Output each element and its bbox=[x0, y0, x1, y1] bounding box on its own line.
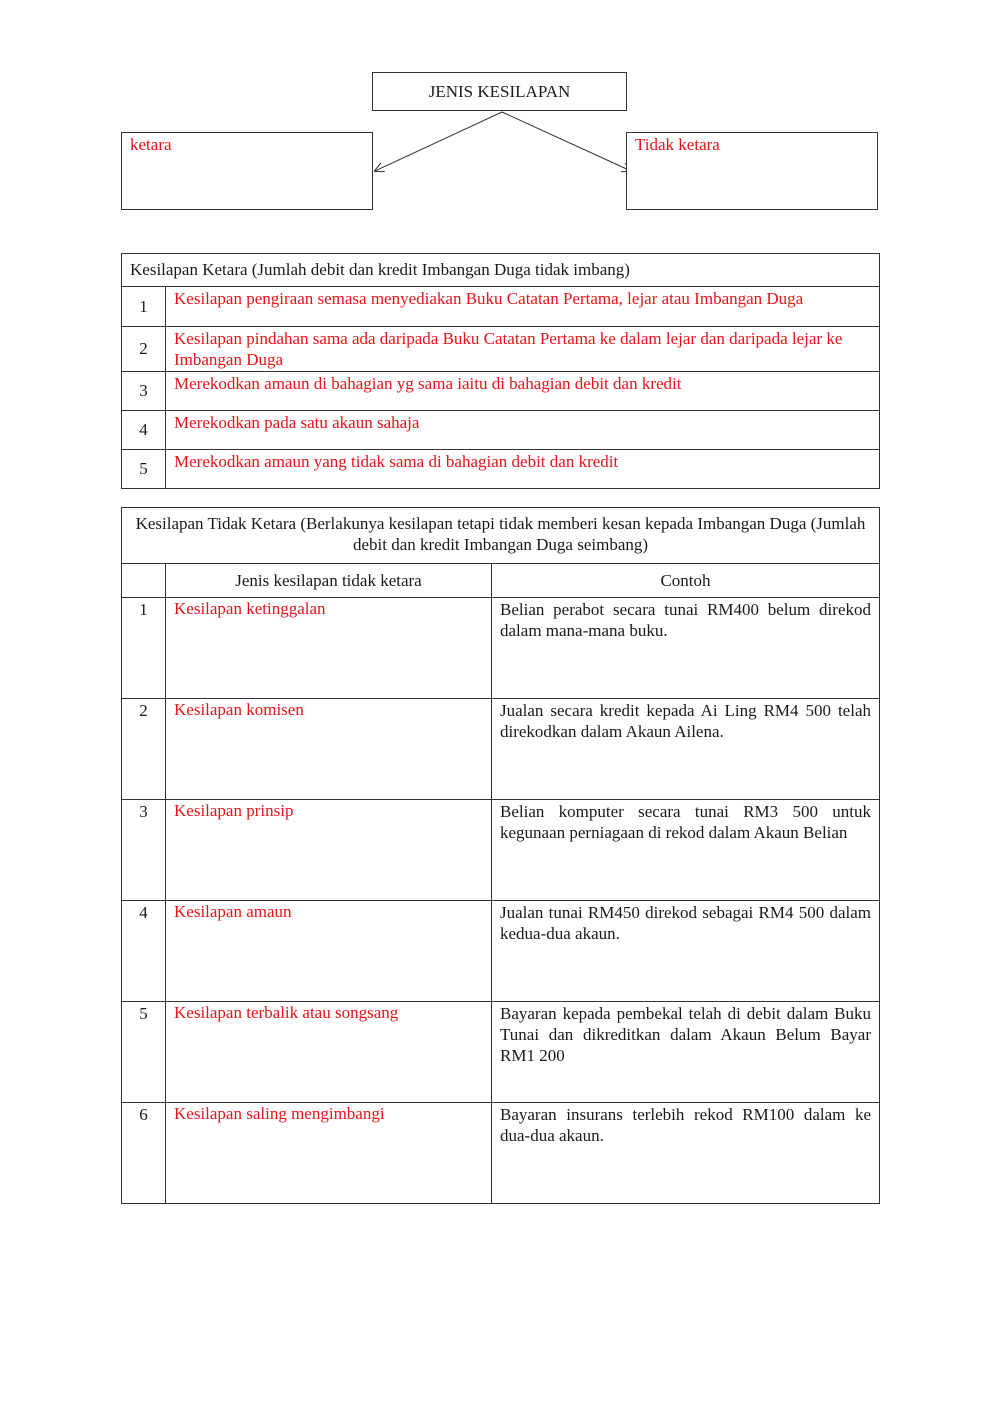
ketara-answer: Merekodkan amaun di bahagian yg sama iaitu di bahagian debit dan kredit bbox=[166, 372, 880, 411]
row-number: 1 bbox=[122, 598, 166, 699]
row-number: 3 bbox=[122, 800, 166, 901]
contoh-text: Bayaran insurans terlebih rekod RM100 dalam ke dua-dua akaun. bbox=[492, 1103, 880, 1204]
arrow-to-ketara bbox=[375, 112, 502, 171]
table-row bbox=[122, 901, 880, 1002]
jenis-answer: Kesilapan terbalik atau songsang bbox=[166, 1002, 492, 1103]
table-row bbox=[122, 699, 880, 800]
ketara-table-header: Kesilapan Ketara (Jumlah debit dan kredit Imbangan Duga tidak imbang) bbox=[122, 254, 880, 287]
ketara-box bbox=[121, 132, 373, 210]
table-row bbox=[122, 372, 880, 411]
ketara-label: ketara bbox=[130, 135, 172, 154]
jenis-answer: Kesilapan ketinggalan bbox=[166, 598, 492, 699]
contoh-text: Bayaran kepada pembekal telah di debit dalam Buku Tunai dan dikreditkan dalam Akaun Belum Bayar RM1 200 bbox=[492, 1002, 880, 1103]
row-number: 4 bbox=[122, 411, 166, 450]
contoh-text: Jualan secara kredit kepada Ai Ling RM4 500 telah direkodkan dalam Akaun Ailena. bbox=[492, 699, 880, 800]
table-row bbox=[122, 800, 880, 901]
diagram-arrows bbox=[0, 0, 1000, 260]
table-row bbox=[122, 287, 880, 327]
empty-header-cell bbox=[122, 564, 166, 598]
diagram-title-box bbox=[372, 72, 627, 111]
row-number: 2 bbox=[122, 699, 166, 800]
row-number: 6 bbox=[122, 1103, 166, 1204]
row-number: 5 bbox=[122, 1002, 166, 1103]
table-row bbox=[122, 598, 880, 699]
tidak-ketara-box bbox=[626, 132, 878, 210]
column-header-row bbox=[122, 564, 880, 598]
row-number: 4 bbox=[122, 901, 166, 1002]
ketara-table-header-row bbox=[122, 254, 880, 287]
row-number: 1 bbox=[122, 287, 166, 327]
tidak-ketara-table bbox=[121, 507, 880, 1204]
contoh-text: Jualan tunai RM450 direkod sebagai RM4 500 dalam kedua-dua akaun. bbox=[492, 901, 880, 1002]
ketara-table bbox=[121, 253, 880, 489]
table-row bbox=[122, 450, 880, 489]
diagram-title: JENIS KESILAPAN bbox=[428, 81, 571, 101]
arrow-to-tidak-ketara bbox=[502, 112, 631, 171]
jenis-answer: Kesilapan amaun bbox=[166, 901, 492, 1002]
ketara-answer: Merekodkan pada satu akaun sahaja bbox=[166, 411, 880, 450]
contoh-text: Belian perabot secara tunai RM400 belum direkod dalam mana-mana buku. bbox=[492, 598, 880, 699]
tidak-ketara-label: Tidak ketara bbox=[635, 135, 720, 154]
ketara-answer: Kesilapan pengiraan semasa menyediakan Buku Catatan Pertama, lejar atau Imbangan Duga bbox=[166, 287, 880, 327]
ketara-answer: Merekodkan amaun yang tidak sama di bahagian debit dan kredit bbox=[166, 450, 880, 489]
table-row bbox=[122, 1103, 880, 1204]
contoh-column-header: Contoh bbox=[492, 564, 880, 598]
jenis-answer: Kesilapan komisen bbox=[166, 699, 492, 800]
jenis-column-header: Jenis kesilapan tidak ketara bbox=[166, 564, 492, 598]
row-number: 2 bbox=[122, 327, 166, 372]
tidak-ketara-table-header: Kesilapan Tidak Ketara (Berlakunya kesilapan tetapi tidak memberi kesan kepada Imbangan Duga (Jumlah debit dan kredit Imbangan Duga seimbang) bbox=[122, 508, 880, 564]
jenis-answer: Kesilapan prinsip bbox=[166, 800, 492, 901]
contoh-text: Belian komputer secara tunai RM3 500 untuk kegunaan perniagaan di rekod dalam Akaun Belian bbox=[492, 800, 880, 901]
table-row bbox=[122, 411, 880, 450]
table-row bbox=[122, 1002, 880, 1103]
ketara-answer: Kesilapan pindahan sama ada daripada Buku Catatan Pertama ke dalam lejar dan daripada lejar ke Imbangan Duga bbox=[166, 327, 880, 372]
row-number: 3 bbox=[122, 372, 166, 411]
row-number: 5 bbox=[122, 450, 166, 489]
table-row bbox=[122, 327, 880, 372]
jenis-answer: Kesilapan saling mengimbangi bbox=[166, 1103, 492, 1204]
tidak-ketara-table-header-row bbox=[122, 508, 880, 564]
